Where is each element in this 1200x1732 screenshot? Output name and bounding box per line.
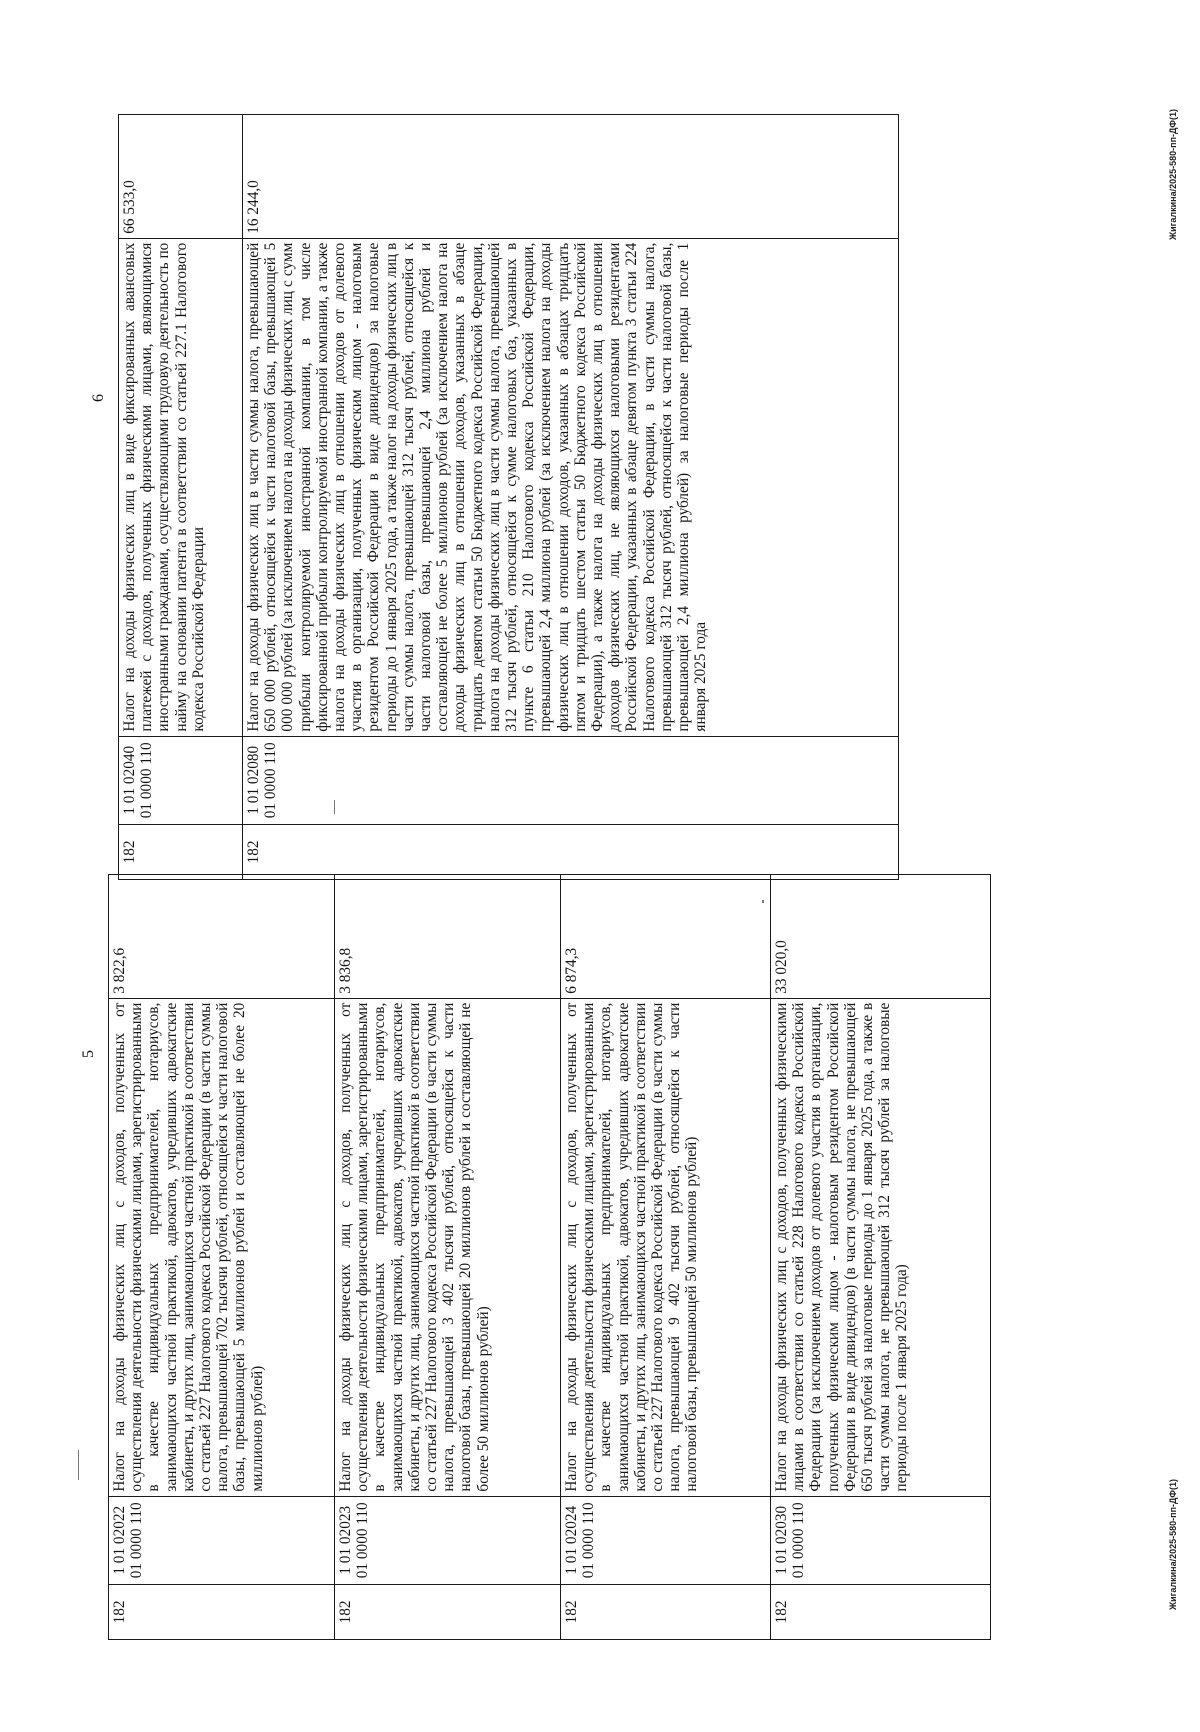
budget-code-cell: 1 01 02030 01 0000 110 <box>771 1496 991 1584</box>
admin-code-cell: 182 <box>243 824 899 879</box>
revenue-name-cell: Налог на доходы физических лиц с доходов, полученных от осуществления деятельности физическими лицами, зарегистрированными в качестве индивидуальных предпринимателей, нотариусов, занимающихся частной практикой, адвокатов, учредивших адвокатские кабинеты, и других лиц, занимающихся частной практикой в соответствии со статьей 227 Налогового кодекса Российской Федерации (в части суммы налога, превышающей 9 402 тысячи рублей, относящейся к части налоговой базы, превышающей 50 миллионов рублей) <box>561 998 771 1496</box>
revenue-name-cell: Налог на доходы физических лиц с доходов, полученных от осуществления деятельности физическими лицами, зарегистрированными в качестве индивидуальных предпринимателей, нотариусов, занимающихся частной практикой, адвокатов, учредивших адвокатские кабинеты, и других лиц, занимающихся частной практикой в соответствии со статьей 227 Налогового кодекса Российской Федерации (в части суммы налога, превышающей 3 402 тысячи рублей, относящейся к части налоговой базы, превышающей 20 миллионов рублей и составляющей не более 50 миллионов рублей) <box>335 998 561 1496</box>
admin-code-cell: 182 <box>771 1584 991 1639</box>
scan-artifact <box>334 800 335 814</box>
revenue-name-cell: Налог на доходы физических лиц в виде фиксированных авансовых платежей с доходов, полученных физическими лицами, являющимися иностранными гражданами, осуществляющими трудовую деятельность по найму на основании патента в соответствии со статьей 227.1 Налогового кодекса Российской Федерации <box>119 238 243 736</box>
budget-code-cell: 1 01 02040 01 0000 110 <box>119 736 243 824</box>
page-6 <box>90 70 898 880</box>
admin-code-cell: 182 <box>335 1584 561 1639</box>
revenue-name-cell: Налог на доходы физических лиц в части суммы налога, превышающей 650 000 рублей, относящейся к части налоговой базы, превышающей 5 000 000 рублей (за исключением налога на доходы физических лиц с сумм прибыли контролируемой иностранной компании, в том числе фиксированной прибыли контролируемой иностранной компании, а также налога на доходы физических лиц в отношении доходов от долевого участия в организации, полученных физическим лицом - налоговым резидентом Российской Федерации в виде дивидендов) за налоговые периоды до 1 января 2025 года, а также налог на доходы физических лиц в части суммы налога, превышающей 312 тысяч рублей, относящейся к части налоговой базы, превышающей 2,4 миллиона рублей и составляющей не более 5 миллионов рублей (за исключением налога на доходы физических лиц в отношении доходов, указанных в абзаце тридцать девятом статьи 50 Бюджетного кодекса Российской Федерации, налога на доходы физических лиц в части суммы налога, превышающей 312 тысяч рублей, относящейся к сумме налоговых баз, указанных в пункте 6 статьи 210 Налогового кодекса Российской Федерации, превышающей 2,4 миллиона рублей (за исключением налога на доходы физических лиц в отношении доходов, указанных в абзацах тридцать пятом и тридцать шестом статьи 50 Бюджетного кодекса Российской Федерации), а также налога на доходы физических лиц в отношении доходов физических лиц, не являющихся налоговыми резидентами Российской Федерации, указанных в абзаце девятом пункта 3 статьи 224 Налогового кодекса Российской Федерации, в части суммы налога, превышающей 312 тысяч рублей, относящейся к части налоговой базы, превышающей 2,4 миллиона рублей) за налоговые периоды после 1 января 2025 года <box>243 238 899 736</box>
amount-cell: 66 533,0 <box>119 115 243 239</box>
amount-cell: 6 874,3 <box>561 875 771 999</box>
budget-code-cell: 1 01 02022 01 0000 110 <box>109 1496 335 1584</box>
admin-code-cell: 182 <box>109 1584 335 1639</box>
page-5 <box>80 850 911 1640</box>
amount-cell: 3 822,6 <box>109 875 335 999</box>
budget-code-cell: 1 01 02023 01 0000 110 <box>335 1496 561 1584</box>
scan-artifact <box>78 1450 79 1480</box>
table-row <box>243 115 899 880</box>
table-row <box>771 875 991 1640</box>
document-footer-mark: Жигалкина/2025-580-пп-ДФ(1) <box>1168 1479 1178 1610</box>
page-number: 6 <box>90 394 107 402</box>
revenue-table <box>118 114 899 880</box>
budget-code-cell: 1 01 02080 01 0000 110 <box>243 736 899 824</box>
revenue-table <box>108 874 991 1640</box>
amount-cell: 3 836,8 <box>335 875 561 999</box>
page-number: 5 <box>80 1050 97 1058</box>
table-row <box>561 875 771 1640</box>
table-row <box>109 875 335 1640</box>
revenue-name-cell: Налог на доходы физических лиц с доходов, полученных от осуществления деятельности физическими лицами, зарегистрированными в качестве индивидуальных предпринимателей, нотариусов, занимающихся частной практикой, адвокатов, учредивших адвокатские кабинеты, и других лиц, занимающихся частной практикой в соответствии со статьей 227 Налогового кодекса Российской Федерации (в части суммы налога, превышающей 702 тысячи рублей, относящейся к части налоговой базы, превышающей 5 миллионов рублей и составляющей не более 20 миллионов рублей) <box>109 998 335 1496</box>
table-row <box>119 115 243 880</box>
document-footer-mark: Жигалкина/2025-580-пп-ДФ(1) <box>1168 109 1178 240</box>
scan-artifact <box>762 900 764 903</box>
revenue-name-cell: Налог на доходы физических лиц с доходов, полученных физическими лицами в соответствии со статьей 228 Налогового кодекса Российской Федерации (за исключением доходов от долевого участия в организации, полученных физическим лицом - налоговым резидентом Российской Федерации в виде дивидендов) (в части суммы налога, не превышающей 650 тысяч рублей за налоговые периоды до 1 января 2025 года, а также в части суммы налога, не превышающей 312 тысяч рублей за налоговые периоды после 1 января 2025 года) <box>771 998 991 1496</box>
amount-cell: 16 244,0 <box>243 115 899 239</box>
budget-code-cell: 1 01 02024 01 0000 110 <box>561 1496 771 1584</box>
admin-code-cell: 182 <box>119 824 243 879</box>
admin-code-cell: 182 <box>561 1584 771 1639</box>
table-row <box>335 875 561 1640</box>
amount-cell: 33 020,0 <box>771 875 991 999</box>
